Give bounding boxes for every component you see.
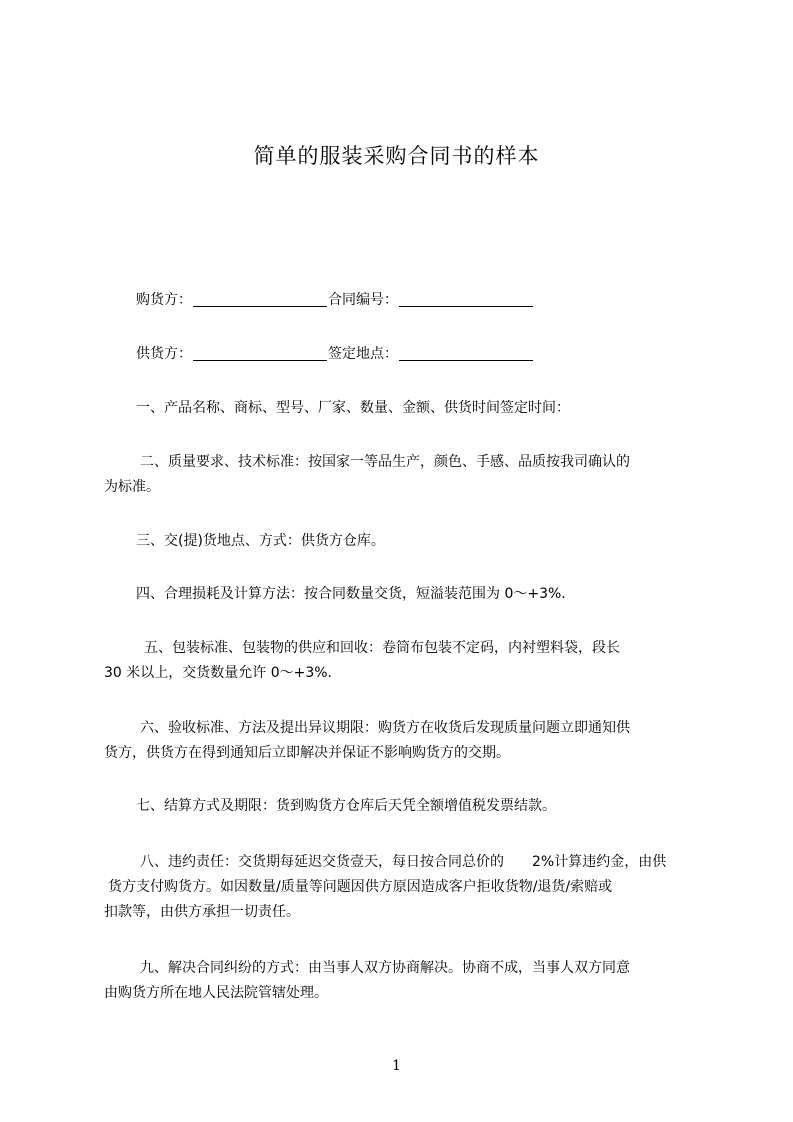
sign-place-blank <box>399 345 533 361</box>
clause-6-line-2: 货方，供货方在得到通知后立即解决并保证不影响购货方的交期。 <box>104 745 510 761</box>
clause-9-line-1: 九、解决合同纠纷的方式：由当事人双方协商解决。协商不成，当事人双方同意 <box>140 960 630 976</box>
clause-6-line-1: 六、验收标准、方法及提出异议期限：购货方在收货后发现质量问题立即通知供 <box>140 720 630 736</box>
clause-8-line-2: 货方支付购货方。如因数量/质量等问题因供方原因造成客户拒收货物/退货/索赔或 <box>108 879 613 895</box>
clause-2-line-2: 为标准。 <box>104 479 160 495</box>
contract-no-label: 合同编号： <box>328 292 398 308</box>
clause-1: 一、产品名称、商标、型号、厂家、数量、金额、供货时间签定时间： <box>136 400 570 416</box>
supplier-blank <box>193 345 327 361</box>
buyer-blank <box>193 291 327 307</box>
clause-3: 三、交(提)货地点、方式：供货方仓库。 <box>136 533 385 549</box>
clause-2 <box>104 450 704 500</box>
clause-8-line-1: 八、违约责任：交货期每延迟交货壹天，每日按合同总价的 2%计算违约金，由供 <box>140 854 667 870</box>
clause-7: 七、结算方式及期限：货到购货方仓库后天凭全额增值税发票结款。 <box>136 798 556 814</box>
supplier-label: 供货方： <box>136 346 192 362</box>
clause-9-line-2: 由购货方所在地人民法院管辖处理。 <box>104 985 328 1001</box>
clause-5-line-2: 30 米以上，交货数量允许 0～+3%. <box>104 665 333 681</box>
clause-8 <box>104 850 704 925</box>
buyer-contract-row <box>136 290 534 310</box>
clause-9 <box>104 956 704 1006</box>
clause-4: 四、合理损耗及计算方法：按合同数量交货，短溢装范围为 0～+3%. <box>136 586 566 602</box>
buyer-label: 购货方： <box>136 292 192 308</box>
clause-2-line-1: 二、质量要求、技术标准：按国家一等品生产，颜色、手感、品质按我司确认的 <box>140 454 630 470</box>
supplier-place-row <box>136 344 534 364</box>
clause-5 <box>104 636 704 686</box>
clause-6 <box>104 716 704 766</box>
clause-5-line-1: 五、包装标准、包装物的供应和回收：卷筒布包装不定码，内衬塑料袋，段长 <box>144 640 620 656</box>
page-number: 1 <box>392 1058 401 1074</box>
clause-8-line-3: 扣款等，由供方承担一切责任。 <box>104 904 300 920</box>
contract-no-blank <box>399 291 533 307</box>
sign-place-label: 签定地点： <box>328 346 398 362</box>
document-title: 简单的服装采购合同书的样本 <box>253 144 540 168</box>
